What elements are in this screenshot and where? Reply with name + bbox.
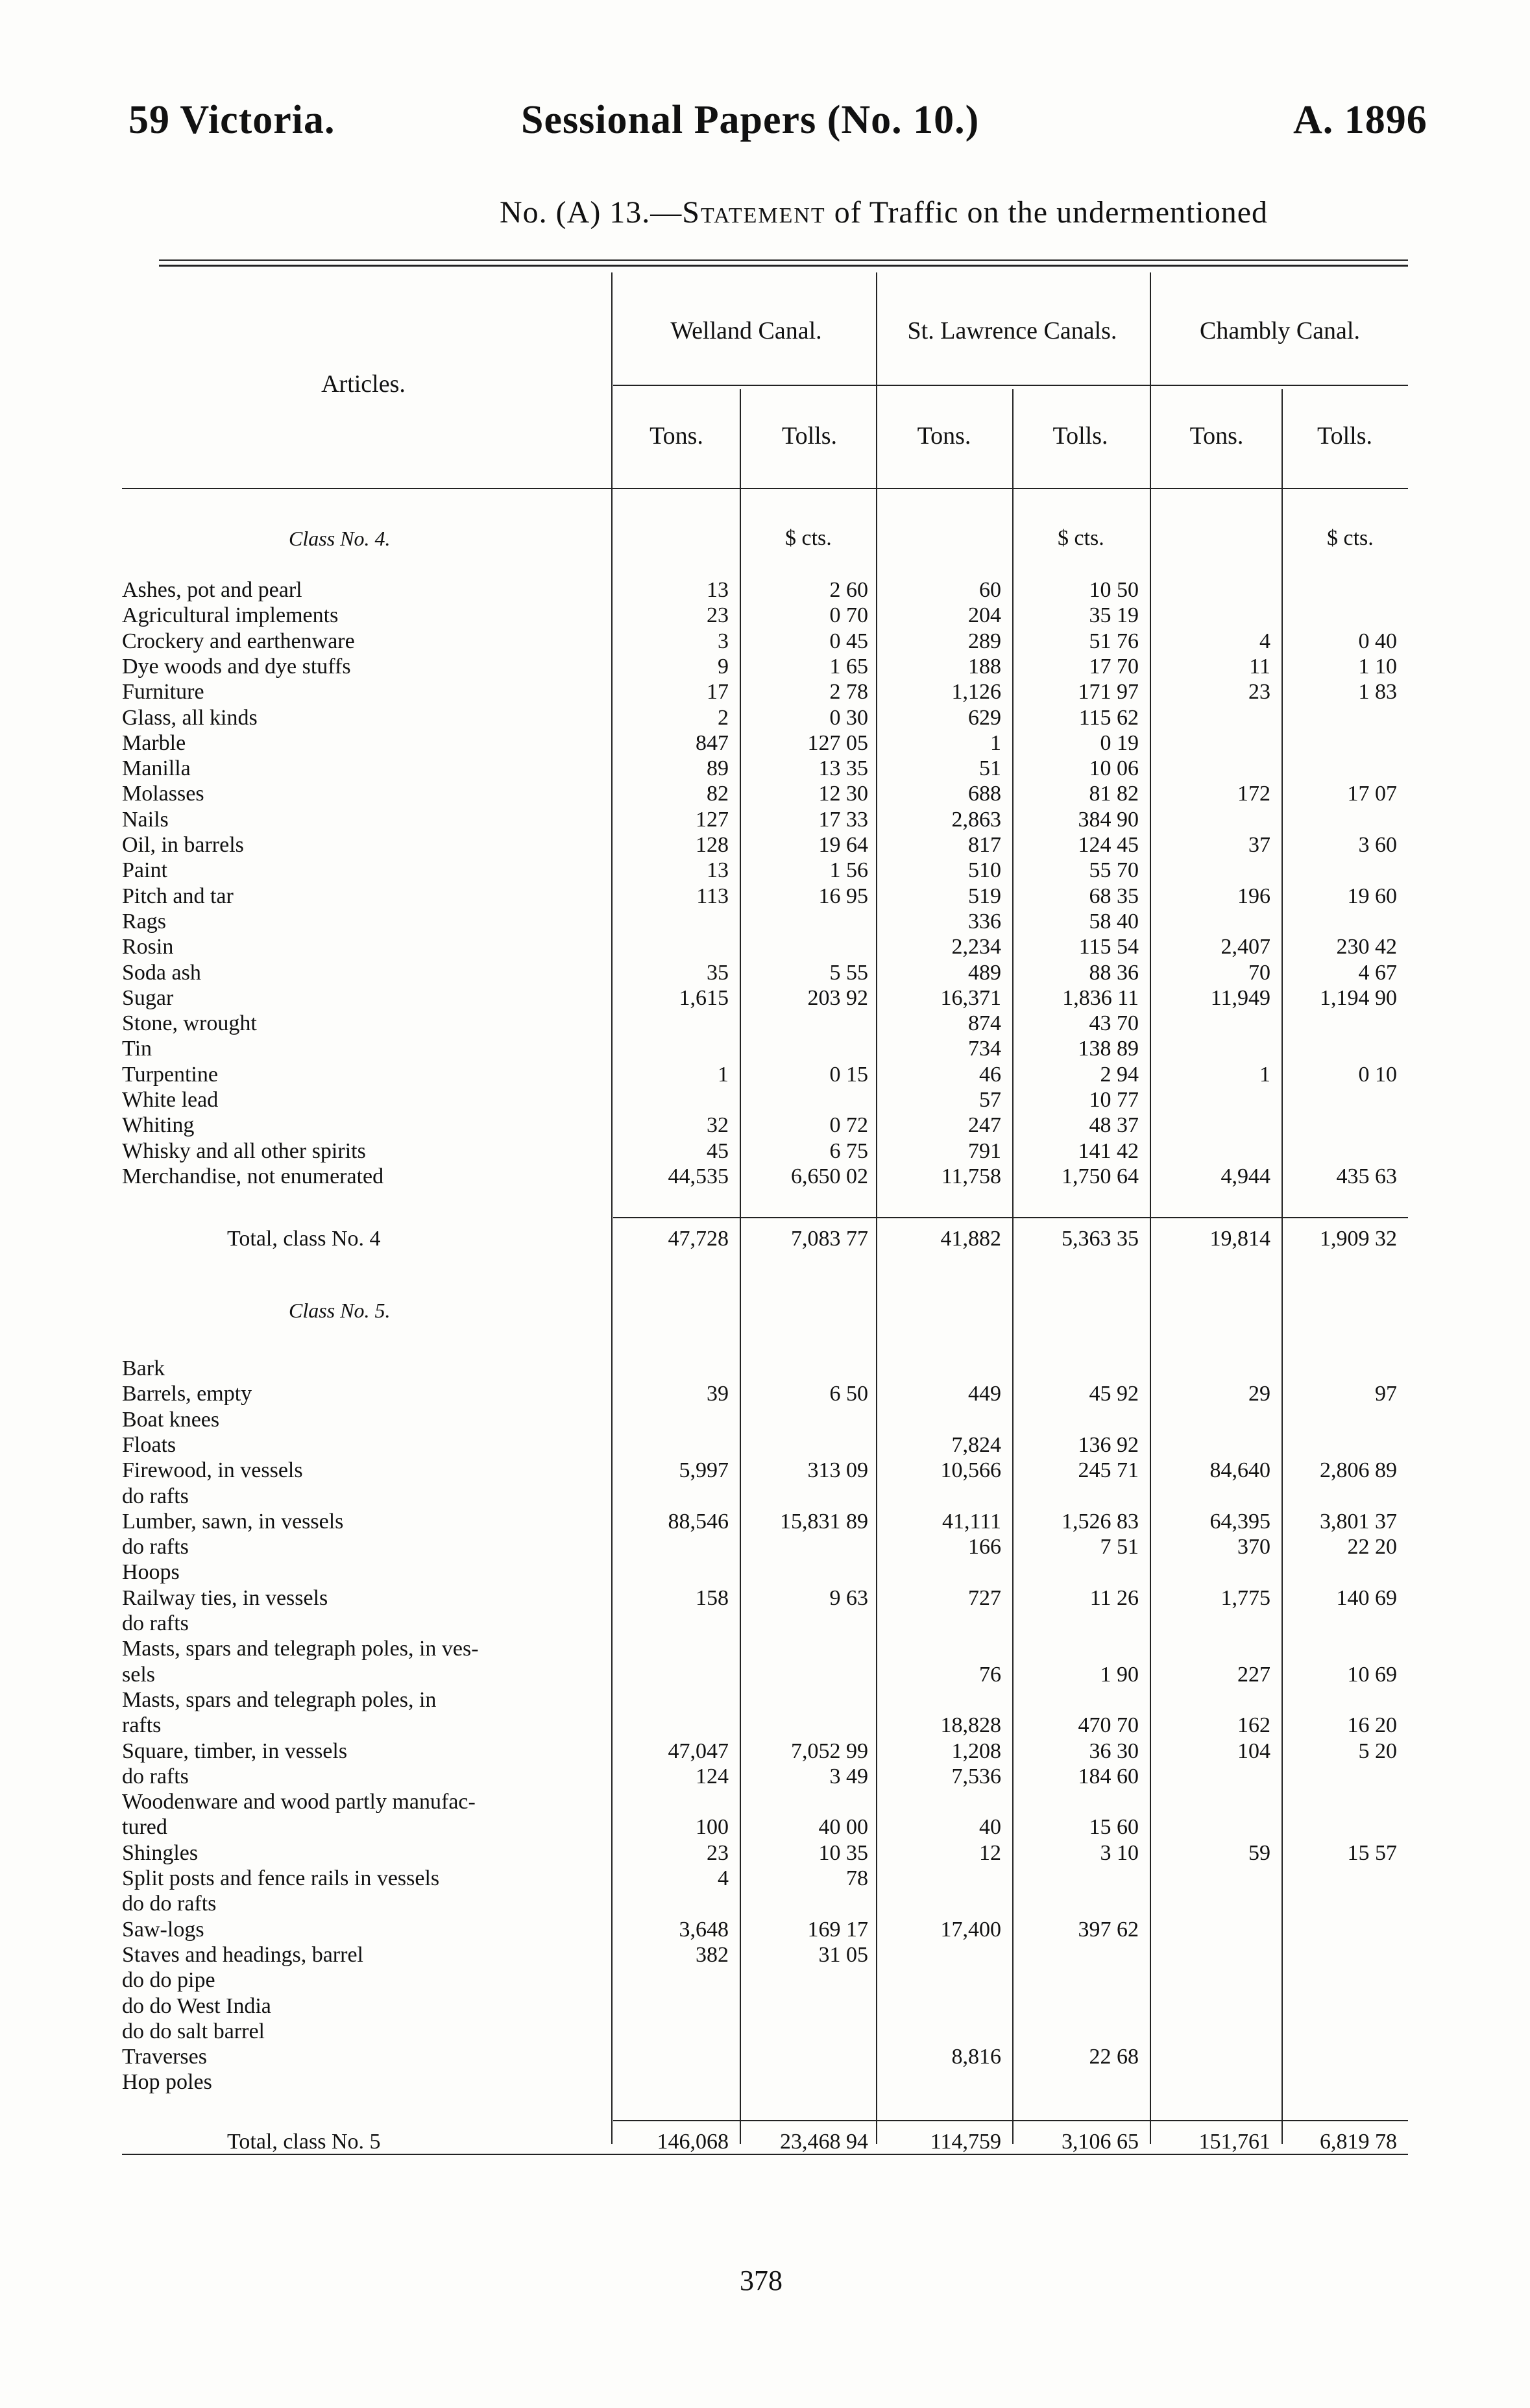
top-rule-2 bbox=[159, 265, 1408, 267]
article-name: Traverses bbox=[122, 2045, 207, 2069]
article-name: Square, timber, in vessels bbox=[122, 1739, 348, 1763]
table-cell: 1 83 bbox=[1358, 680, 1397, 704]
running-header-left: 59 Victoria. bbox=[128, 98, 335, 142]
table-cell: 17 07 bbox=[1347, 782, 1397, 806]
table-cell: 17 33 bbox=[818, 808, 868, 832]
table-cell: 41,111 bbox=[942, 1510, 1001, 1534]
tolls-header: Tolls. bbox=[782, 422, 837, 450]
total-rule bbox=[613, 1217, 1408, 1218]
table-cell: 100 bbox=[696, 1815, 729, 1839]
table-cell: 0 10 bbox=[1358, 1063, 1397, 1087]
table-cell: 58 40 bbox=[1089, 909, 1139, 933]
table-cell: 31 05 bbox=[818, 1943, 868, 1967]
total-cell: 47,728 bbox=[668, 1227, 729, 1251]
article-name: Stone, wrought bbox=[122, 1011, 257, 1035]
tolls-header: Tolls. bbox=[1052, 422, 1108, 450]
total-cell: 3,106 65 bbox=[1062, 2130, 1139, 2154]
article-name: do rafts bbox=[122, 1535, 189, 1559]
table-cell: 2 bbox=[718, 706, 729, 730]
table-cell: 13 35 bbox=[818, 756, 868, 780]
article-name: Boat knees bbox=[122, 1408, 220, 1432]
article-name: Firewood, in vessels bbox=[122, 1458, 303, 1482]
table-cell: 16 20 bbox=[1347, 1713, 1397, 1737]
table-cell: 7,536 bbox=[951, 1764, 1001, 1788]
table-cell: 6 75 bbox=[829, 1139, 868, 1163]
chambly-canal-header: Chambly Canal. bbox=[1200, 317, 1360, 344]
table-cell: 1,775 bbox=[1220, 1586, 1270, 1610]
table-cell: 16 95 bbox=[818, 884, 868, 908]
article-name: Bark bbox=[122, 1356, 165, 1380]
table-cell: 196 bbox=[1237, 884, 1270, 908]
article-name: Crockery and earthenware bbox=[122, 629, 355, 653]
article-name: Furniture bbox=[122, 680, 204, 704]
article-name: Railway ties, in vessels bbox=[122, 1586, 328, 1610]
total-cell: 114,759 bbox=[930, 2130, 1001, 2154]
table-cell: 1 bbox=[1259, 1063, 1270, 1087]
table-cell: 138 89 bbox=[1078, 1037, 1139, 1061]
table-cell: 817 bbox=[968, 833, 1001, 857]
table-cell: 791 bbox=[968, 1139, 1001, 1163]
table-cell: 97 bbox=[1375, 1382, 1397, 1406]
tons-header: Tons. bbox=[650, 422, 703, 450]
table-cell: 6 50 bbox=[829, 1382, 868, 1406]
table-cell: 37 bbox=[1248, 833, 1270, 857]
table-cell: 0 72 bbox=[829, 1113, 868, 1137]
article-name: Paint bbox=[122, 858, 167, 882]
table-cell: 88 36 bbox=[1089, 961, 1139, 985]
article-name: Staves and headings, barrel bbox=[122, 1943, 363, 1967]
group-header-rule bbox=[613, 385, 1408, 386]
table-cell: 18,828 bbox=[940, 1713, 1001, 1737]
table-cell: 82 bbox=[707, 782, 729, 806]
table-cell: 370 bbox=[1237, 1535, 1270, 1559]
total-cell: 19,814 bbox=[1209, 1227, 1270, 1251]
table-cell: 727 bbox=[968, 1586, 1001, 1610]
table-cell: 188 bbox=[968, 655, 1001, 679]
bottom-rule bbox=[122, 2154, 1408, 2155]
column-rule bbox=[611, 272, 613, 2144]
table-cell: 35 bbox=[707, 961, 729, 985]
table-cell: 60 bbox=[979, 578, 1001, 602]
table-cell: 384 90 bbox=[1078, 808, 1139, 832]
table-cell: 847 bbox=[696, 731, 729, 755]
table-cell: 1 bbox=[718, 1063, 729, 1087]
table-cell: 11,758 bbox=[941, 1164, 1001, 1188]
table-cell: 2,407 bbox=[1220, 935, 1270, 959]
table-cell: 44,535 bbox=[668, 1164, 729, 1188]
table-cell: 4,944 bbox=[1220, 1164, 1270, 1188]
table-cell: 48 37 bbox=[1089, 1113, 1139, 1137]
article-name: Agricultural implements bbox=[122, 603, 339, 627]
table-cell: 40 00 bbox=[818, 1815, 868, 1839]
table-cell: 2,863 bbox=[951, 808, 1001, 832]
table-cell: 230 42 bbox=[1336, 935, 1397, 959]
table-cell: 140 69 bbox=[1336, 1586, 1397, 1610]
table-cell: 43 70 bbox=[1089, 1011, 1139, 1035]
article-name: Molasses bbox=[122, 782, 204, 806]
table-cell: 162 bbox=[1237, 1713, 1270, 1737]
table-cell: 171 97 bbox=[1078, 680, 1139, 704]
table-cell: 23 bbox=[707, 603, 729, 627]
article-name: Whisky and all other spirits bbox=[122, 1139, 366, 1163]
table-cell: 1,208 bbox=[951, 1739, 1001, 1763]
table-cell: 629 bbox=[968, 706, 1001, 730]
table-cell: 10 06 bbox=[1089, 756, 1139, 780]
table-cell: 8,816 bbox=[951, 2045, 1001, 2069]
article-name: Hop poles bbox=[122, 2070, 212, 2094]
table-cell: 16,371 bbox=[940, 986, 1001, 1010]
table-cell: 127 05 bbox=[807, 731, 868, 755]
article-name: Rosin bbox=[122, 935, 174, 959]
total-cell: 23,468 94 bbox=[780, 2130, 868, 2154]
table-cell: 245 71 bbox=[1078, 1458, 1139, 1482]
table-cell: 204 bbox=[968, 603, 1001, 627]
table-cell: 59 bbox=[1248, 1841, 1270, 1865]
table-cell: 84,640 bbox=[1209, 1458, 1270, 1482]
table-cell: 68 35 bbox=[1089, 884, 1139, 908]
table-cell: 19 64 bbox=[818, 833, 868, 857]
table-cell: 40 bbox=[979, 1815, 1001, 1839]
article-name: do rafts bbox=[122, 1484, 189, 1508]
article-name: Tin bbox=[122, 1037, 152, 1061]
article-name: Turpentine bbox=[122, 1063, 218, 1087]
total-cell: 151,761 bbox=[1198, 2130, 1270, 2154]
table-cell: 46 bbox=[979, 1063, 1001, 1087]
table-cell: 734 bbox=[968, 1037, 1001, 1061]
table-cell: 172 bbox=[1237, 782, 1270, 806]
total-label: Total, class No. 5 bbox=[227, 2130, 381, 2154]
running-header-right: A. 1896 bbox=[1293, 98, 1427, 142]
table-cell: 23 bbox=[1248, 680, 1270, 704]
table-cell: 289 bbox=[968, 629, 1001, 653]
total-cell: 146,068 bbox=[657, 2130, 729, 2154]
table-cell: 1,750 64 bbox=[1062, 1164, 1139, 1188]
table-cell: 3 10 bbox=[1100, 1841, 1139, 1865]
table-cell: 2 94 bbox=[1100, 1063, 1139, 1087]
article-name: White lead bbox=[122, 1088, 219, 1112]
st-lawrence-canals-header: St. Lawrence Canals. bbox=[907, 317, 1117, 344]
table-cell: 169 17 bbox=[807, 1918, 868, 1942]
article-name: Pitch and tar bbox=[122, 884, 234, 908]
table-cell: 45 bbox=[707, 1139, 729, 1163]
table-cell: 9 63 bbox=[829, 1586, 868, 1610]
article-name: Hoops bbox=[122, 1560, 180, 1584]
table-cell: 88,546 bbox=[668, 1510, 729, 1534]
table-cell: 11 bbox=[1249, 655, 1270, 679]
article-name: Barrels, empty bbox=[122, 1382, 252, 1406]
table-cell: 1 10 bbox=[1358, 655, 1397, 679]
table-cell: 29 bbox=[1248, 1382, 1270, 1406]
tons-header: Tons. bbox=[1189, 422, 1244, 450]
table-cell: 22 20 bbox=[1347, 1535, 1397, 1559]
table-cell: 1,615 bbox=[679, 986, 729, 1010]
table-cell: 115 62 bbox=[1078, 706, 1139, 730]
table-cell: 10 35 bbox=[818, 1841, 868, 1865]
article-name: Floats bbox=[122, 1433, 176, 1457]
table-cell: 89 bbox=[707, 756, 729, 780]
table-cell: 15 57 bbox=[1347, 1841, 1397, 1865]
total-cell: 41,882 bbox=[940, 1227, 1001, 1251]
article-name: Manilla bbox=[122, 756, 191, 780]
table-cell: 0 15 bbox=[829, 1063, 868, 1087]
article-name: tured bbox=[122, 1815, 167, 1839]
table-cell: 3 60 bbox=[1358, 833, 1397, 857]
table-cell: 510 bbox=[968, 858, 1001, 882]
table-cell: 127 bbox=[696, 808, 729, 832]
table-cell: 124 45 bbox=[1078, 833, 1139, 857]
table-cell: 435 63 bbox=[1336, 1164, 1397, 1188]
table-cell: 15,831 89 bbox=[780, 1510, 868, 1534]
table-cell: 45 92 bbox=[1089, 1382, 1139, 1406]
table-cell: 203 92 bbox=[807, 986, 868, 1010]
table-cell: 3,648 bbox=[679, 1918, 729, 1942]
table-cell: 4 67 bbox=[1358, 961, 1397, 985]
table-cell: 10 77 bbox=[1089, 1088, 1139, 1112]
table-cell: 115 54 bbox=[1078, 935, 1139, 959]
table-cell: 382 bbox=[696, 1943, 729, 1967]
article-name: do do West India bbox=[122, 1994, 271, 2018]
table-cell: 13 bbox=[707, 858, 729, 882]
units-label: $ cts. bbox=[1058, 526, 1104, 550]
article-name: Glass, all kinds bbox=[122, 706, 258, 730]
table-cell: 1 65 bbox=[829, 655, 868, 679]
table-cell: 3 bbox=[718, 629, 729, 653]
table-cell: 3,801 37 bbox=[1320, 1510, 1397, 1534]
article-name: do do pipe bbox=[122, 1968, 215, 1992]
table-cell: 227 bbox=[1237, 1663, 1270, 1687]
class-5-title: Class No. 5. bbox=[289, 1299, 391, 1322]
table-cell: 39 bbox=[707, 1382, 729, 1406]
article-name: Masts, spars and telegraph poles, in bbox=[122, 1688, 437, 1712]
table-cell: 23 bbox=[707, 1841, 729, 1865]
table-cell: 15 60 bbox=[1089, 1815, 1139, 1839]
table-cell: 13 bbox=[707, 578, 729, 602]
article-name: rafts bbox=[122, 1713, 162, 1737]
table-cell: 17,400 bbox=[940, 1918, 1001, 1942]
table-cell: 141 42 bbox=[1078, 1139, 1139, 1163]
table-cell: 124 bbox=[696, 1764, 729, 1788]
table-cell: 3 49 bbox=[829, 1764, 868, 1788]
article-name: Masts, spars and telegraph poles, in ves- bbox=[122, 1637, 479, 1661]
table-cell: 32 bbox=[707, 1113, 729, 1137]
top-rule-1 bbox=[159, 259, 1408, 261]
page-number: 378 bbox=[740, 2265, 783, 2296]
table-cell: 7 51 bbox=[1100, 1535, 1139, 1559]
article-name: Dye woods and dye stuffs bbox=[122, 655, 351, 679]
article-name: Ashes, pot and pearl bbox=[122, 578, 302, 602]
table-cell: 470 70 bbox=[1078, 1713, 1139, 1737]
table-cell: 397 62 bbox=[1078, 1918, 1139, 1942]
table-cell: 47,047 bbox=[668, 1739, 729, 1763]
table-cell: 874 bbox=[968, 1011, 1001, 1035]
articles-header: Articles. bbox=[321, 370, 406, 398]
table-cell: 5 20 bbox=[1358, 1739, 1397, 1763]
table-cell: 12 30 bbox=[818, 782, 868, 806]
table-cell: 5 55 bbox=[829, 961, 868, 985]
article-name: Shingles bbox=[122, 1841, 199, 1865]
article-name: Woodenware and wood partly manufac- bbox=[122, 1790, 476, 1814]
article-name: sels bbox=[122, 1663, 155, 1687]
table-cell: 1 bbox=[990, 731, 1001, 755]
table-cell: 57 bbox=[979, 1088, 1001, 1112]
table-cell: 5,997 bbox=[679, 1458, 729, 1482]
table-cell: 2,234 bbox=[951, 935, 1001, 959]
total-cell: 1,909 32 bbox=[1320, 1227, 1397, 1251]
table-cell: 489 bbox=[968, 961, 1001, 985]
table-cell: 104 bbox=[1237, 1739, 1270, 1763]
article-name: do do salt barrel bbox=[122, 2019, 265, 2043]
tons-header: Tons. bbox=[917, 422, 971, 450]
table-cell: 55 70 bbox=[1089, 858, 1139, 882]
table-cell: 4 bbox=[718, 1866, 729, 1890]
table-cell: 0 45 bbox=[829, 629, 868, 653]
table-cell: 1 90 bbox=[1100, 1663, 1139, 1687]
welland-canal-header: Welland Canal. bbox=[670, 317, 822, 344]
table-cell: 19 60 bbox=[1347, 884, 1397, 908]
table-cell: 2 60 bbox=[829, 578, 868, 602]
table-cell: 7,052 99 bbox=[791, 1739, 868, 1763]
table-cell: 70 bbox=[1248, 961, 1270, 985]
article-name: Saw-logs bbox=[122, 1918, 204, 1942]
table-cell: 0 30 bbox=[829, 706, 868, 730]
table-cell: 78 bbox=[846, 1866, 868, 1890]
table-cell: 0 70 bbox=[829, 603, 868, 627]
class-4-title: Class No. 4. bbox=[289, 527, 391, 550]
article-name: Marble bbox=[122, 731, 186, 755]
article-name: Lumber, sawn, in vessels bbox=[122, 1510, 344, 1534]
total-cell: 6,819 78 bbox=[1320, 2130, 1397, 2154]
table-cell: 2 78 bbox=[829, 680, 868, 704]
article-name: Soda ash bbox=[122, 961, 201, 985]
table-cell: 17 bbox=[707, 680, 729, 704]
table-cell: 313 09 bbox=[807, 1458, 868, 1482]
table-cell: 336 bbox=[968, 909, 1001, 933]
article-name: Nails bbox=[122, 808, 169, 832]
statement-title: No. (A) 13.—Statement of Traffic on the undermentioned bbox=[500, 195, 1269, 230]
table-cell: 12 bbox=[979, 1841, 1001, 1865]
table-cell: 11,949 bbox=[1210, 986, 1270, 1010]
table-cell: 1,836 11 bbox=[1062, 986, 1139, 1010]
table-cell: 0 40 bbox=[1358, 629, 1397, 653]
units-label: $ cts. bbox=[785, 526, 832, 550]
table-cell: 166 bbox=[968, 1535, 1001, 1559]
table-cell: 10,566 bbox=[940, 1458, 1001, 1482]
units-label: $ cts. bbox=[1327, 526, 1374, 550]
table-cell: 76 bbox=[979, 1663, 1001, 1687]
table-cell: 17 70 bbox=[1089, 655, 1139, 679]
table-cell: 0 19 bbox=[1100, 731, 1139, 755]
article-name: Split posts and fence rails in vessels bbox=[122, 1866, 440, 1890]
article-name: Oil, in barrels bbox=[122, 833, 244, 857]
table-cell: 688 bbox=[968, 782, 1001, 806]
table-cell: 6,650 02 bbox=[791, 1164, 868, 1188]
table-cell: 35 19 bbox=[1089, 603, 1139, 627]
article-name: Whiting bbox=[122, 1113, 195, 1137]
table-cell: 4 bbox=[1259, 629, 1270, 653]
article-name: do do rafts bbox=[122, 1892, 217, 1916]
table-cell: 9 bbox=[718, 655, 729, 679]
table-cell: 158 bbox=[696, 1586, 729, 1610]
table-cell: 184 60 bbox=[1078, 1764, 1139, 1788]
table-cell: 51 bbox=[979, 756, 1001, 780]
header-bottom-rule bbox=[122, 488, 1408, 489]
total-cell: 5,363 35 bbox=[1062, 1227, 1139, 1251]
table-cell: 128 bbox=[696, 833, 729, 857]
table-cell: 136 92 bbox=[1078, 1433, 1139, 1457]
total-rule bbox=[613, 2120, 1408, 2121]
total-label: Total, class No. 4 bbox=[227, 1227, 381, 1251]
tolls-header: Tolls. bbox=[1317, 422, 1372, 450]
article-name: do rafts bbox=[122, 1764, 189, 1788]
table-cell: 10 50 bbox=[1089, 578, 1139, 602]
table-cell: 51 76 bbox=[1089, 629, 1139, 653]
table-cell: 11 26 bbox=[1089, 1586, 1139, 1610]
table-cell: 10 69 bbox=[1347, 1663, 1397, 1687]
table-cell: 1,526 83 bbox=[1062, 1510, 1139, 1534]
table-cell: 22 68 bbox=[1089, 2045, 1139, 2069]
running-header-center: Sessional Papers (No. 10.) bbox=[521, 98, 980, 142]
table-cell: 81 82 bbox=[1089, 782, 1139, 806]
table-cell: 113 bbox=[696, 884, 729, 908]
article-name: do rafts bbox=[122, 1611, 189, 1635]
article-name: Sugar bbox=[122, 986, 174, 1010]
table-cell: 7,824 bbox=[951, 1433, 1001, 1457]
table-cell: 64,395 bbox=[1209, 1510, 1270, 1534]
article-name: Rags bbox=[122, 909, 166, 933]
table-cell: 247 bbox=[968, 1113, 1001, 1137]
table-cell: 36 30 bbox=[1089, 1739, 1139, 1763]
table-cell: 2,806 89 bbox=[1320, 1458, 1397, 1482]
table-cell: 1,126 bbox=[951, 680, 1001, 704]
total-cell: 7,083 77 bbox=[791, 1227, 868, 1251]
table-cell: 449 bbox=[968, 1382, 1001, 1406]
table-cell: 519 bbox=[968, 884, 1001, 908]
table-cell: 1 56 bbox=[829, 858, 868, 882]
article-name: Merchandise, not enumerated bbox=[122, 1164, 384, 1188]
table-cell: 1,194 90 bbox=[1320, 986, 1397, 1010]
